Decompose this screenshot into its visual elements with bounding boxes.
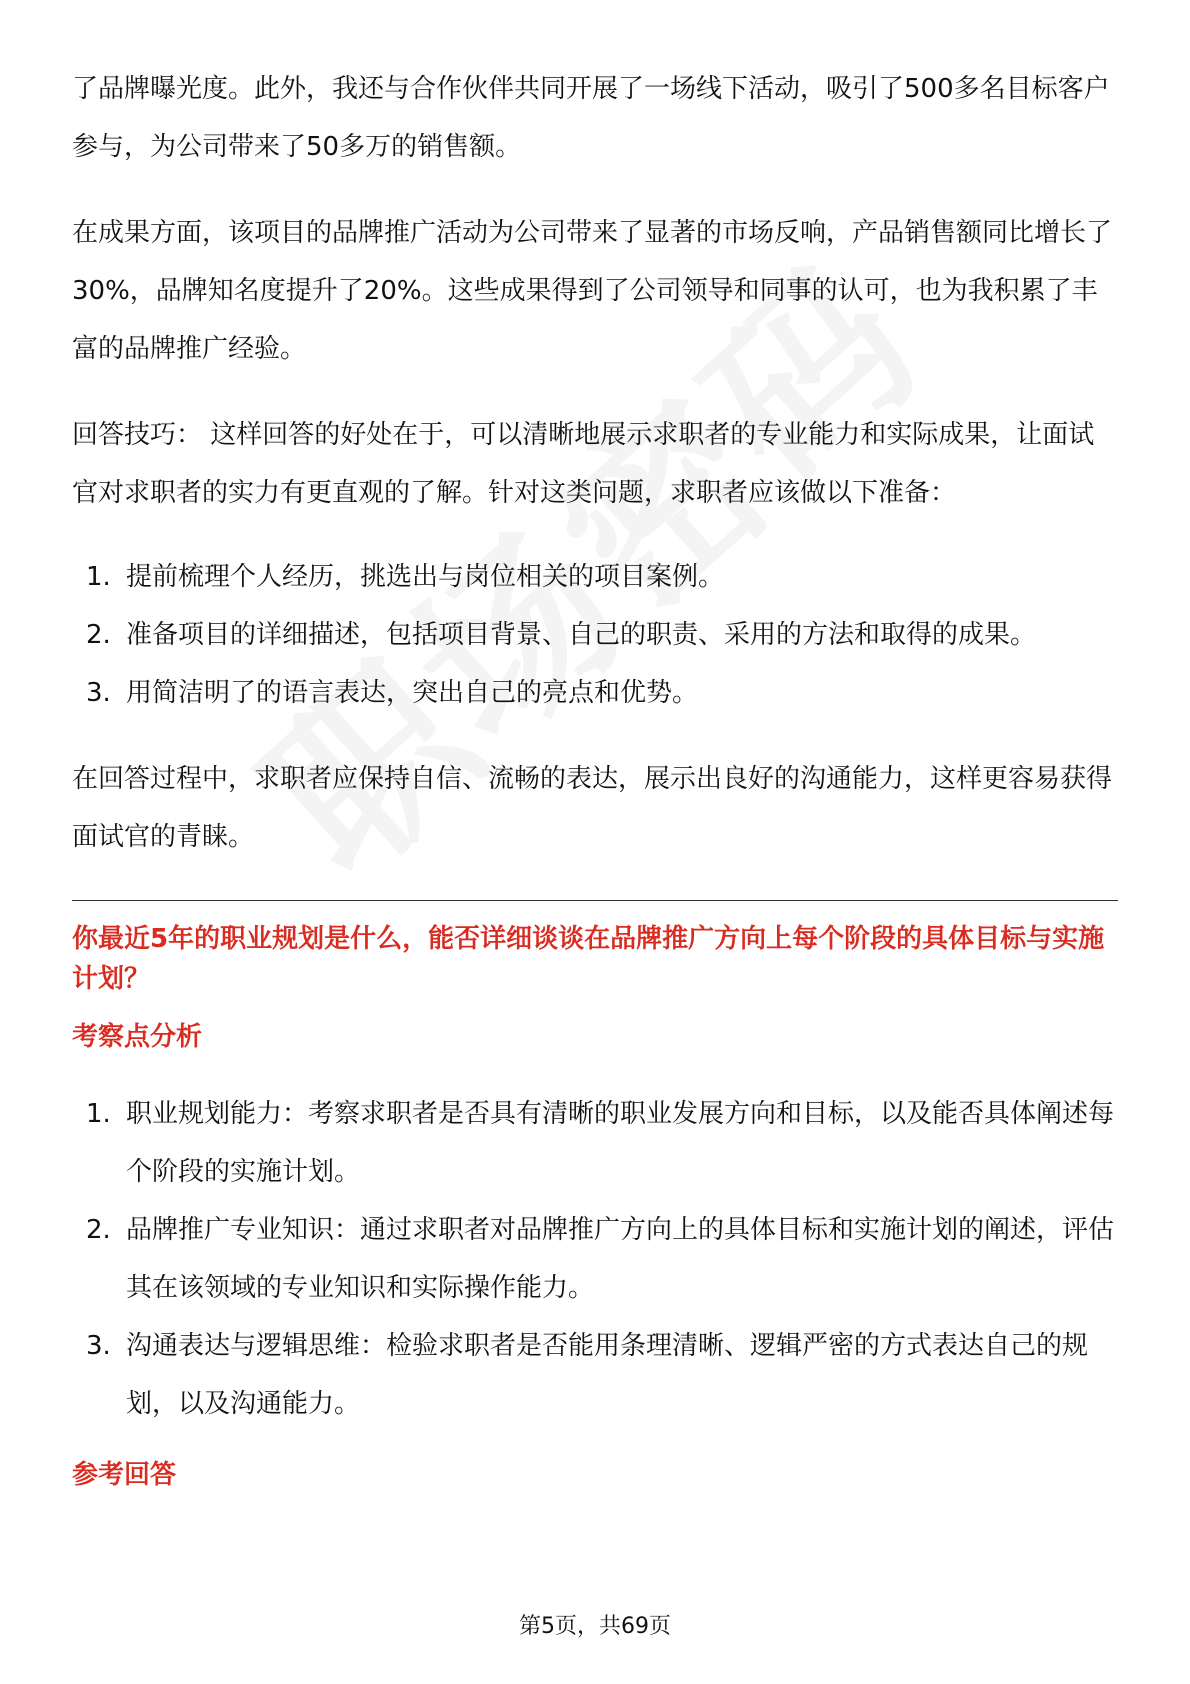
list-item xyxy=(72,606,1118,664)
list-number: 1. xyxy=(86,562,111,592)
list-item xyxy=(72,548,1118,606)
list-item-text: 品牌推广专业知识：通过求职者对品牌推广方向上的具体目标和实施计划的阐述，评估其在该领域的专业知识和实际操作能力。 xyxy=(126,1215,1115,1303)
list-item xyxy=(72,1317,1118,1433)
analysis-heading: 考察点分析 xyxy=(72,1022,203,1052)
list-item-text: 准备项目的详细描述，包括项目背景、自己的职责、采用的方法和取得的成果。 xyxy=(126,620,1037,650)
list-number: 2. xyxy=(86,620,111,650)
intro-paragraph: 了品牌曝光度。此外，我还与合作伙伴共同开展了一场线下活动，吸引了500多名目标客户参与，为公司带来了50多万的销售额。 xyxy=(72,74,1110,162)
list-number: 3. xyxy=(86,678,111,708)
list-item-text: 提前梳理个人经历，挑选出与岗位相关的项目案例。 xyxy=(126,562,725,592)
closing-paragraph: 在回答过程中，求职者应保持自信、流畅的表达，展示出良好的沟通能力，这样更容易获得面试官的青睐。 xyxy=(72,764,1113,852)
interview-question: 你最近5年的职业规划是什么，能否详细谈谈在品牌推广方向上每个阶段的具体目标与实施计划？ xyxy=(72,924,1105,994)
analysis-list xyxy=(72,1085,1118,1433)
document-page xyxy=(72,60,1118,1497)
list-item xyxy=(72,1085,1118,1201)
list-item-text: 沟通表达与逻辑思维：检验求职者是否能用条理清晰、逻辑严密的方式表达自己的规划，以及沟通能力。 xyxy=(126,1331,1089,1419)
prep-list xyxy=(72,548,1118,722)
page-footer: 第5页，共69页 xyxy=(519,1614,671,1639)
reference-answer-heading: 参考回答 xyxy=(72,1460,177,1490)
list-number: 2. xyxy=(86,1215,111,1245)
list-item xyxy=(72,1201,1118,1317)
list-item xyxy=(72,664,1118,722)
tips-paragraph: 回答技巧： 这样回答的好处在于，可以清晰地展示求职者的专业能力和实际成果，让面试官对求职者的实力有更直观的了解。针对这类问题，求职者应该做以下准备： xyxy=(72,420,1095,508)
list-item-text: 用简洁明了的语言表达，突出自己的亮点和优势。 xyxy=(126,678,699,708)
list-number: 3. xyxy=(86,1331,111,1361)
list-item-text: 职业规划能力：考察求职者是否具有清晰的职业发展方向和目标，以及能否具体阐述每个阶段的实施计划。 xyxy=(126,1099,1115,1187)
list-number: 1. xyxy=(86,1099,111,1129)
section-divider xyxy=(72,900,1118,901)
results-paragraph: 在成果方面，该项目的品牌推广活动为公司带来了显著的市场反响，产品销售额同比增长了30%，品牌知名度提升了20%。这些成果得到了公司领导和同事的认可，也为我积累了丰富的品牌推广经验。 xyxy=(72,218,1113,364)
